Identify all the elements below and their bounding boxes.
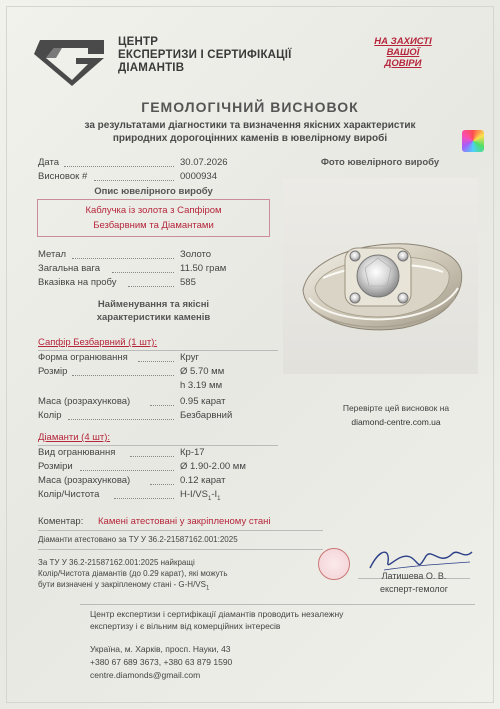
diamonds-color-label: Колір/Чистота (38, 489, 100, 500)
diamonds-size-label: Розміри (38, 461, 73, 472)
section-divider (38, 350, 278, 351)
dotted-leader (72, 375, 174, 376)
footer-line1: Центр експертизи і сертифікації діамантів проводить незалежну (90, 609, 344, 619)
tu-note-line3-main: бути визначені у закріпленому стані - G-H/VS (38, 580, 206, 589)
comment-text: Камені атестовані у закріпленому стані (98, 516, 271, 527)
weight-label: Загальна вага (38, 263, 100, 274)
sapphire-size-label: Розмір (38, 366, 68, 377)
dotted-leader (112, 272, 174, 273)
verify-notice (310, 401, 482, 429)
sapphire-section-title: Сапфір Безбарвний (1 шт): (38, 337, 158, 348)
dotted-leader (94, 180, 174, 181)
photo-label: Фото ювелірного виробу (320, 157, 440, 168)
section-divider (38, 530, 323, 531)
stones-header-line1: Найменування та якісні (97, 299, 210, 310)
description-box (37, 199, 270, 237)
sapphire-cut-value: Круг (180, 352, 199, 363)
standard-note: Діаманти атестовано за ТУ У 36.2-21587162.001:2025 (38, 535, 238, 544)
description-line1: Каблучка із золота з Сапфіром (85, 205, 222, 216)
color-value-mid: -I (211, 489, 218, 500)
assay-label: Вказівка на пробу (38, 277, 117, 288)
description-header: Опис ювелірного виробу (94, 186, 213, 197)
number-label: Висновок # (38, 171, 88, 182)
diamonds-color-value (180, 489, 220, 502)
subtitle-line1: за результатами діагностики та визначення якісних характеристик (84, 120, 416, 131)
sapphire-cut-label: Форма огранювання (38, 352, 128, 363)
dotted-leader (138, 361, 174, 362)
number-value: 0000934 (180, 171, 217, 182)
stamp-line1: НА ЗАХИСТІ (374, 36, 432, 47)
footer-email[interactable]: centre.diamonds@gmail.com (90, 670, 201, 680)
tu-note-line3 (38, 579, 308, 595)
color-value-main: H-I/VS (180, 489, 208, 500)
dotted-leader (150, 484, 174, 485)
document-subtitle (40, 119, 460, 145)
stamp-line3: ДОВІРИ (384, 58, 422, 69)
description-line2: Безбарвним та Діамантами (93, 220, 214, 231)
dotted-leader (68, 419, 174, 420)
diamonds-section-title: Діаманти (4 шт): (38, 432, 111, 443)
date-value: 30.07.2026 (180, 157, 228, 168)
section-divider (38, 445, 278, 446)
color-value-sub1: 1 (207, 495, 212, 502)
sapphire-size-value1: Ø 5.70 мм (180, 366, 225, 377)
footer-phones: +380 67 689 3673, +380 63 879 1590 (90, 657, 233, 667)
dotted-leader (128, 286, 174, 287)
comment-label: Коментар: (38, 516, 84, 527)
stones-header (37, 298, 270, 324)
signer-role: експерт-гемолог (379, 584, 449, 594)
metal-value: Золото (180, 249, 212, 260)
dotted-leader (80, 470, 174, 471)
verify-line1: Перевірте цей висновок на (342, 403, 450, 413)
color-value-sub2: 1 (217, 495, 221, 502)
footer-address: Україна, м. Харків, просп. Науки, 43 (90, 644, 231, 654)
dotted-leader (64, 166, 174, 167)
footer-line2: експертизу і є вільним від комерційних інтересів (90, 621, 281, 631)
tu-note (38, 557, 308, 595)
diamonds-mass-label: Маса (розрахункова) (38, 475, 131, 486)
stones-header-line2: характеристики каменів (96, 312, 211, 323)
verify-link[interactable]: diamond-centre.com.ua (351, 417, 441, 427)
trust-stamp (362, 36, 444, 69)
date-label: Дата (38, 157, 60, 168)
official-seal-icon (318, 548, 350, 580)
dotted-leader (72, 258, 174, 259)
signer-name: Латишева О. В. (381, 571, 447, 581)
footer-divider (80, 604, 475, 605)
ring-photo (283, 178, 478, 374)
diamonds-cut-value: Кр-17 (180, 447, 205, 458)
subtitle-line2: природних дорогоцінних каменів в ювелірному виробі (112, 133, 388, 144)
document-title: ГЕМОЛОГІЧНИЙ ВИСНОВОК (141, 99, 359, 115)
tu-note-line3-sub: 1 (205, 585, 210, 592)
dotted-leader (114, 498, 174, 499)
stamp-line2: ВАШОЇ (386, 47, 420, 58)
diamonds-cut-label: Вид огранювання (38, 447, 116, 458)
diamond-logo-icon (32, 32, 112, 88)
hologram-sticker-icon (462, 130, 484, 152)
dotted-leader (150, 405, 174, 406)
org-name-line2: ЕКСПЕРТИЗИ І СЕРТИФІКАЦІЇ (118, 49, 292, 61)
dotted-leader (130, 456, 174, 457)
metal-label: Метал (38, 249, 67, 260)
section-divider (38, 549, 323, 550)
assay-value: 585 (180, 277, 196, 288)
tu-note-line2: Колір/Чистота діамантів (до 0.29 карат), які можуть (38, 569, 228, 578)
diamonds-size-value: Ø 1.90-2.00 мм (180, 461, 246, 472)
weight-value: 11.50 грам (180, 263, 227, 274)
org-name-line1: ЦЕНТР (118, 36, 159, 48)
diamonds-mass-value: 0.12 карат (180, 475, 226, 486)
sapphire-color-label: Колір (38, 410, 62, 421)
org-name-line3: ДІАМАНТІВ (118, 62, 185, 74)
sapphire-mass-value: 0.95 карат (180, 396, 226, 407)
sapphire-size-value2: h 3.19 мм (180, 380, 223, 391)
organization-name (118, 36, 292, 75)
sapphire-color-value: Безбарвний (180, 410, 233, 421)
sapphire-mass-label: Маса (розрахункова) (38, 396, 131, 407)
tu-note-line1: За ТУ У 36.2-21587162.001:2025 найкращі (38, 558, 195, 567)
